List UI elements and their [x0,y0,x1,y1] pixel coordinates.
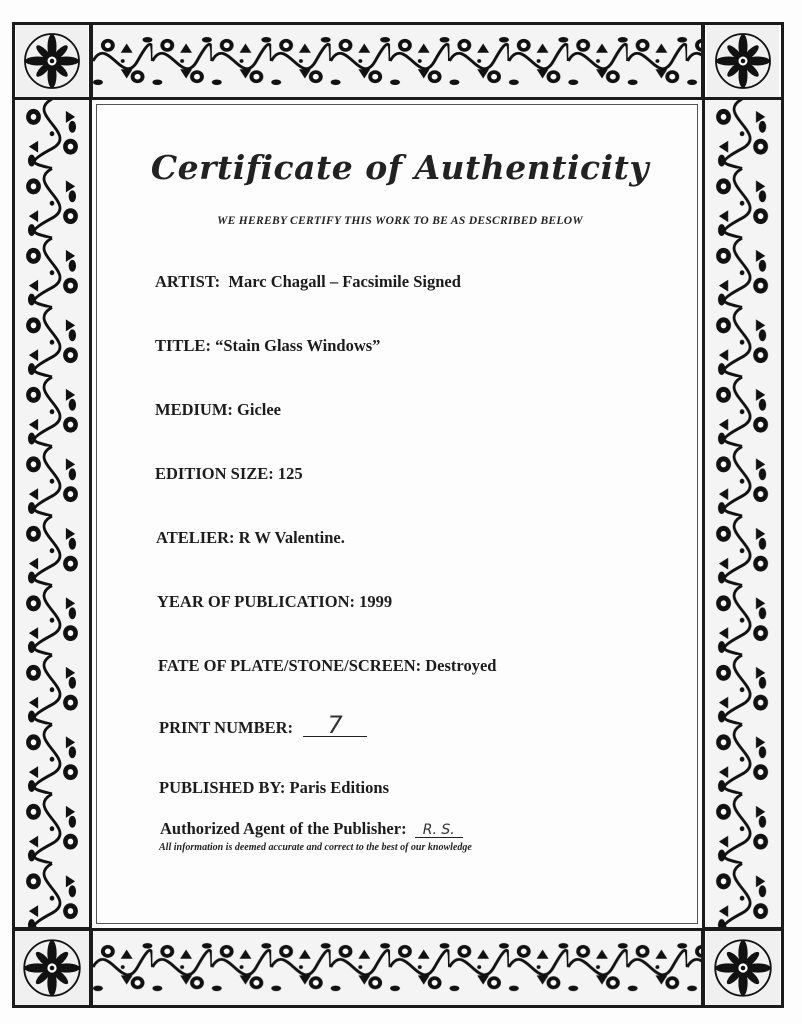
field-value: “Stain Glass Windows” [215,336,381,355]
field-value: 1999 [359,592,393,611]
field-year [157,592,392,612]
certificate-title: Certificate of Authenticity [150,148,650,187]
corner-rosette-icon [702,22,784,100]
certificate-subtitle: WE HEREBY CERTIFY THIS WORK TO BE AS DESCRIBED BELOW [217,215,583,227]
corner-rosette-icon [702,928,784,1008]
field-value: R W Valentine. [238,528,345,547]
field-medium [155,400,281,420]
field-label: ARTIST: [155,272,221,291]
field-label: EDITION SIZE: [155,464,274,483]
field-value: Giclee [237,400,282,419]
field-artist [155,272,461,292]
field-authorized-agent [160,819,463,839]
inner-frame [96,104,698,924]
ornamental-border-top [90,22,704,100]
ornamental-border-bottom [90,928,704,1008]
field-label: FATE OF PLATE/STONE/SCREEN: [158,656,422,675]
field-published-by [159,778,389,798]
field-value: Paris Editions [289,778,389,797]
ornamental-border-left [12,96,92,930]
field-label: TITLE: [155,336,211,355]
field-value: Marc Chagall – Facsimile Signed [228,272,461,291]
field-edition-size [155,464,303,484]
agent-initials-handwritten: R. S. [415,823,463,838]
field-label: Authorized Agent of the Publisher: [160,819,407,838]
field-print-number [159,711,367,739]
disclaimer-note: All information is deemed accurate and correct to the best of our knowledge [159,842,472,853]
print-number-handwritten: 7 [303,714,367,737]
field-value: Destroyed [425,656,497,675]
field-fate [158,656,496,676]
field-title [155,336,380,356]
field-label: YEAR OF PUBLICATION: [157,592,356,611]
field-label: PUBLISHED BY: [159,778,286,797]
ornamental-border-right [702,96,784,930]
corner-rosette-icon [12,928,92,1008]
corner-rosette-icon [12,22,92,100]
field-value: 125 [277,464,303,483]
field-label: MEDIUM: [155,400,233,419]
field-label: PRINT NUMBER: [159,718,293,737]
field-label: ATELIER: [156,528,235,547]
field-atelier [156,528,345,548]
